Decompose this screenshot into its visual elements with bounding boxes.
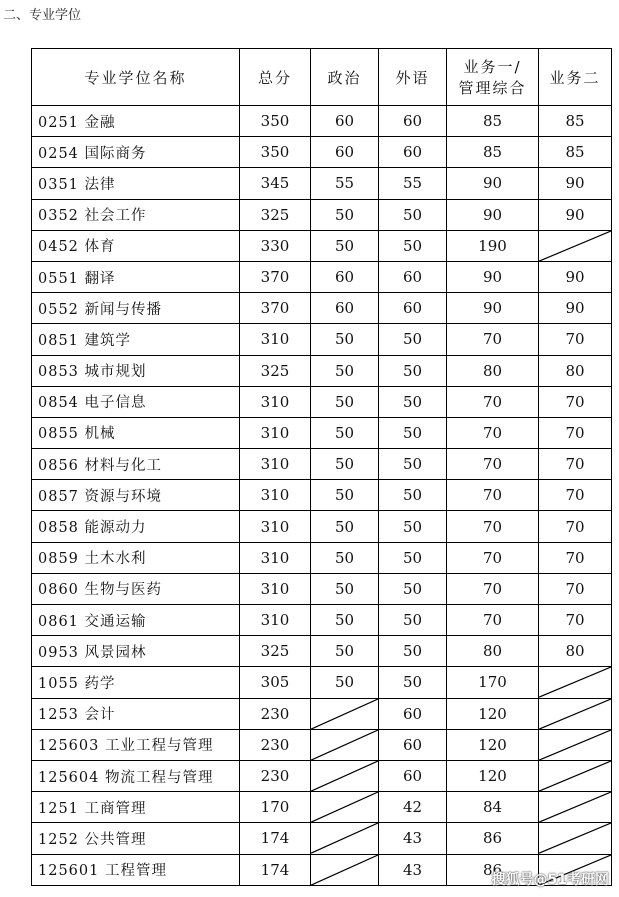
table-row: [32, 760, 612, 791]
cell-name: 0859 土木水利: [32, 542, 240, 573]
cell-total: 370: [240, 293, 311, 324]
cell-subject1: 120: [447, 760, 539, 791]
cell-total: 350: [240, 137, 311, 168]
cell-politics-empty: [311, 854, 379, 885]
cell-name: 0856 材料与化工: [32, 449, 240, 480]
cell-language: 50: [379, 511, 447, 542]
cell-politics: 50: [311, 636, 379, 667]
cell-subject2: 70: [539, 511, 612, 542]
cell-subject2-empty: [539, 698, 612, 729]
table-row: [32, 137, 612, 168]
cell-subject2: 70: [539, 324, 612, 355]
table-body: [32, 106, 612, 886]
cell-total: 310: [240, 542, 311, 573]
table-row: [32, 261, 612, 292]
cell-total: 230: [240, 760, 311, 791]
diagonal-slash-icon: [311, 699, 378, 729]
cell-subject1: 85: [447, 137, 539, 168]
cell-total: 305: [240, 667, 311, 698]
cell-name: 1251 工商管理: [32, 792, 240, 823]
table-row: [32, 417, 612, 448]
cell-subject1: 80: [447, 355, 539, 386]
table-row: [32, 355, 612, 386]
cell-name: 125601 工程管理: [32, 854, 240, 885]
cell-total: 174: [240, 823, 311, 854]
table-row: [32, 168, 612, 199]
cell-subject2: 70: [539, 480, 612, 511]
cell-language: 50: [379, 417, 447, 448]
cell-total: 230: [240, 729, 311, 760]
table-row: [32, 230, 612, 261]
cell-subject1: 84: [447, 792, 539, 823]
cell-subject2: 80: [539, 355, 612, 386]
cell-subject2: 70: [539, 386, 612, 417]
cell-subject2: 90: [539, 168, 612, 199]
cell-name: 0861 交通运输: [32, 605, 240, 636]
cell-total: 310: [240, 417, 311, 448]
cell-total: 310: [240, 449, 311, 480]
header-politics: 政治: [311, 49, 379, 106]
cell-total: 170: [240, 792, 311, 823]
cell-total: 174: [240, 854, 311, 885]
cell-subject1: 70: [447, 511, 539, 542]
cell-subject1: 70: [447, 324, 539, 355]
cell-subject1: 80: [447, 636, 539, 667]
header-row: [32, 49, 612, 106]
cell-name: 0851 建筑学: [32, 324, 240, 355]
cell-subject2-empty: [539, 823, 612, 854]
score-table: [31, 48, 612, 886]
cell-subject2: 90: [539, 199, 612, 230]
cell-subject2: 85: [539, 137, 612, 168]
cell-language: 60: [379, 106, 447, 137]
cell-politics: 50: [311, 417, 379, 448]
cell-subject1: 120: [447, 698, 539, 729]
cell-total: 310: [240, 324, 311, 355]
cell-name: 0552 新闻与传播: [32, 293, 240, 324]
cell-language: 50: [379, 636, 447, 667]
cell-name: 0551 翻译: [32, 261, 240, 292]
cell-language: 50: [379, 667, 447, 698]
diagonal-slash-icon: [311, 792, 378, 822]
cell-language: 60: [379, 729, 447, 760]
cell-subject2: 85: [539, 106, 612, 137]
cell-language: 43: [379, 854, 447, 885]
diagonal-slash-icon: [311, 761, 378, 791]
diagonal-slash-icon: [539, 699, 611, 729]
table-row: [32, 698, 612, 729]
table-row: [32, 324, 612, 355]
cell-subject2-empty: [539, 667, 612, 698]
table-row: [32, 573, 612, 604]
cell-name: 0452 体育: [32, 230, 240, 261]
header-total: 总分: [240, 49, 311, 106]
cell-total: 310: [240, 573, 311, 604]
cell-language: 50: [379, 324, 447, 355]
cell-language: 60: [379, 760, 447, 791]
cell-politics: 50: [311, 511, 379, 542]
cell-subject2-empty: [539, 792, 612, 823]
cell-subject1: 86: [447, 823, 539, 854]
cell-subject2: 70: [539, 573, 612, 604]
cell-name: 0857 资源与环境: [32, 480, 240, 511]
cell-name: 0858 能源动力: [32, 511, 240, 542]
cell-politics: 50: [311, 605, 379, 636]
cell-politics-empty: [311, 698, 379, 729]
cell-subject1: 70: [447, 480, 539, 511]
cell-politics: 60: [311, 261, 379, 292]
cell-subject2-empty: [539, 729, 612, 760]
header-subject2: 业务二: [539, 49, 612, 106]
cell-total: 310: [240, 511, 311, 542]
section-title: 二、专业学位: [3, 8, 82, 23]
cell-politics: 55: [311, 168, 379, 199]
cell-name: 125603 工业工程与管理: [32, 729, 240, 760]
cell-subject1: 90: [447, 168, 539, 199]
cell-name: 1252 公共管理: [32, 823, 240, 854]
cell-name: 125604 物流工程与管理: [32, 760, 240, 791]
diagonal-slash-icon: [539, 667, 611, 697]
cell-name: 0854 电子信息: [32, 386, 240, 417]
cell-language: 50: [379, 542, 447, 573]
cell-politics: 50: [311, 449, 379, 480]
cell-language: 50: [379, 605, 447, 636]
diagonal-slash-icon: [539, 231, 611, 261]
cell-subject2: 80: [539, 636, 612, 667]
diagonal-slash-icon: [539, 823, 611, 853]
cell-politics-empty: [311, 823, 379, 854]
cell-subject1: 70: [447, 605, 539, 636]
cell-subject1: 90: [447, 261, 539, 292]
table-row: [32, 480, 612, 511]
cell-name: 1055 药学: [32, 667, 240, 698]
cell-subject1: 120: [447, 729, 539, 760]
cell-total: 370: [240, 261, 311, 292]
table-row: [32, 199, 612, 230]
cell-subject1: 190: [447, 230, 539, 261]
cell-language: 43: [379, 823, 447, 854]
cell-subject1: 70: [447, 449, 539, 480]
table-row: [32, 542, 612, 573]
header-subject1: [447, 49, 539, 106]
cell-language: 60: [379, 261, 447, 292]
cell-politics: 50: [311, 230, 379, 261]
table-row: [32, 792, 612, 823]
cell-total: 350: [240, 106, 311, 137]
cell-politics: 60: [311, 106, 379, 137]
cell-total: 230: [240, 698, 311, 729]
cell-language: 50: [379, 449, 447, 480]
cell-language: 60: [379, 137, 447, 168]
cell-language: 60: [379, 698, 447, 729]
cell-politics: 50: [311, 667, 379, 698]
cell-subject2-empty: [539, 760, 612, 791]
cell-politics-empty: [311, 760, 379, 791]
cell-politics: 50: [311, 386, 379, 417]
cell-subject2: 90: [539, 261, 612, 292]
table-row: [32, 667, 612, 698]
cell-politics: 60: [311, 137, 379, 168]
cell-language: 50: [379, 573, 447, 604]
cell-language: 50: [379, 480, 447, 511]
cell-name: 0352 社会工作: [32, 199, 240, 230]
cell-subject2-empty: [539, 230, 612, 261]
cell-subject1: 70: [447, 542, 539, 573]
cell-subject1: 90: [447, 293, 539, 324]
cell-politics: 50: [311, 573, 379, 604]
cell-subject1: 86: [447, 854, 539, 885]
diagonal-slash-icon: [311, 730, 378, 760]
cell-language: 42: [379, 792, 447, 823]
cell-language: 50: [379, 386, 447, 417]
cell-politics: 50: [311, 324, 379, 355]
table-row: [32, 636, 612, 667]
cell-subject1: 85: [447, 106, 539, 137]
cell-name: 0251 金融: [32, 106, 240, 137]
cell-total: 330: [240, 230, 311, 261]
cell-subject1: 90: [447, 199, 539, 230]
table-row: [32, 386, 612, 417]
cell-name: 0860 生物与医药: [32, 573, 240, 604]
diagonal-slash-icon: [539, 792, 611, 822]
diagonal-slash-icon: [539, 761, 611, 791]
cell-politics: 50: [311, 480, 379, 511]
cell-name: 0953 风景园林: [32, 636, 240, 667]
header-subject1-line1: 业务一/: [463, 58, 522, 76]
cell-politics: 50: [311, 199, 379, 230]
cell-total: 310: [240, 480, 311, 511]
cell-total: 325: [240, 199, 311, 230]
cell-subject1: 70: [447, 417, 539, 448]
table-row: [32, 823, 612, 854]
table-row: [32, 293, 612, 324]
cell-name: 0853 城市规划: [32, 355, 240, 386]
cell-total: 310: [240, 605, 311, 636]
cell-language: 60: [379, 293, 447, 324]
cell-subject1: 170: [447, 667, 539, 698]
cell-name: 0351 法律: [32, 168, 240, 199]
cell-name: 0254 国际商务: [32, 137, 240, 168]
header-subject1-line2: 管理综合: [458, 79, 527, 97]
cell-total: 325: [240, 636, 311, 667]
diagonal-slash-icon: [311, 823, 378, 853]
header-language: 外语: [379, 49, 447, 106]
cell-name: 0855 机械: [32, 417, 240, 448]
cell-politics: 60: [311, 293, 379, 324]
table-row: [32, 449, 612, 480]
cell-politics: 50: [311, 355, 379, 386]
cell-total: 310: [240, 386, 311, 417]
cell-subject2: 70: [539, 417, 612, 448]
cell-subject1: 70: [447, 573, 539, 604]
table-row: [32, 605, 612, 636]
cell-name: 1253 会计: [32, 698, 240, 729]
cell-politics: 50: [311, 542, 379, 573]
cell-language: 50: [379, 355, 447, 386]
cell-total: 345: [240, 168, 311, 199]
cell-subject2: 70: [539, 605, 612, 636]
cell-total: 325: [240, 355, 311, 386]
cell-subject1: 70: [447, 386, 539, 417]
cell-subject2: 70: [539, 542, 612, 573]
diagonal-slash-icon: [539, 730, 611, 760]
table-row: [32, 511, 612, 542]
diagonal-slash-icon: [311, 855, 378, 885]
cell-politics-empty: [311, 792, 379, 823]
header-name: 专业学位名称: [32, 49, 240, 106]
cell-language: 50: [379, 230, 447, 261]
cell-language: 55: [379, 168, 447, 199]
cell-subject2: 90: [539, 293, 612, 324]
table-row: [32, 106, 612, 137]
cell-language: 50: [379, 199, 447, 230]
cell-politics-empty: [311, 729, 379, 760]
table-row: [32, 729, 612, 760]
watermark: 搜狐号@51考研网: [491, 872, 609, 888]
cell-subject2: 70: [539, 449, 612, 480]
